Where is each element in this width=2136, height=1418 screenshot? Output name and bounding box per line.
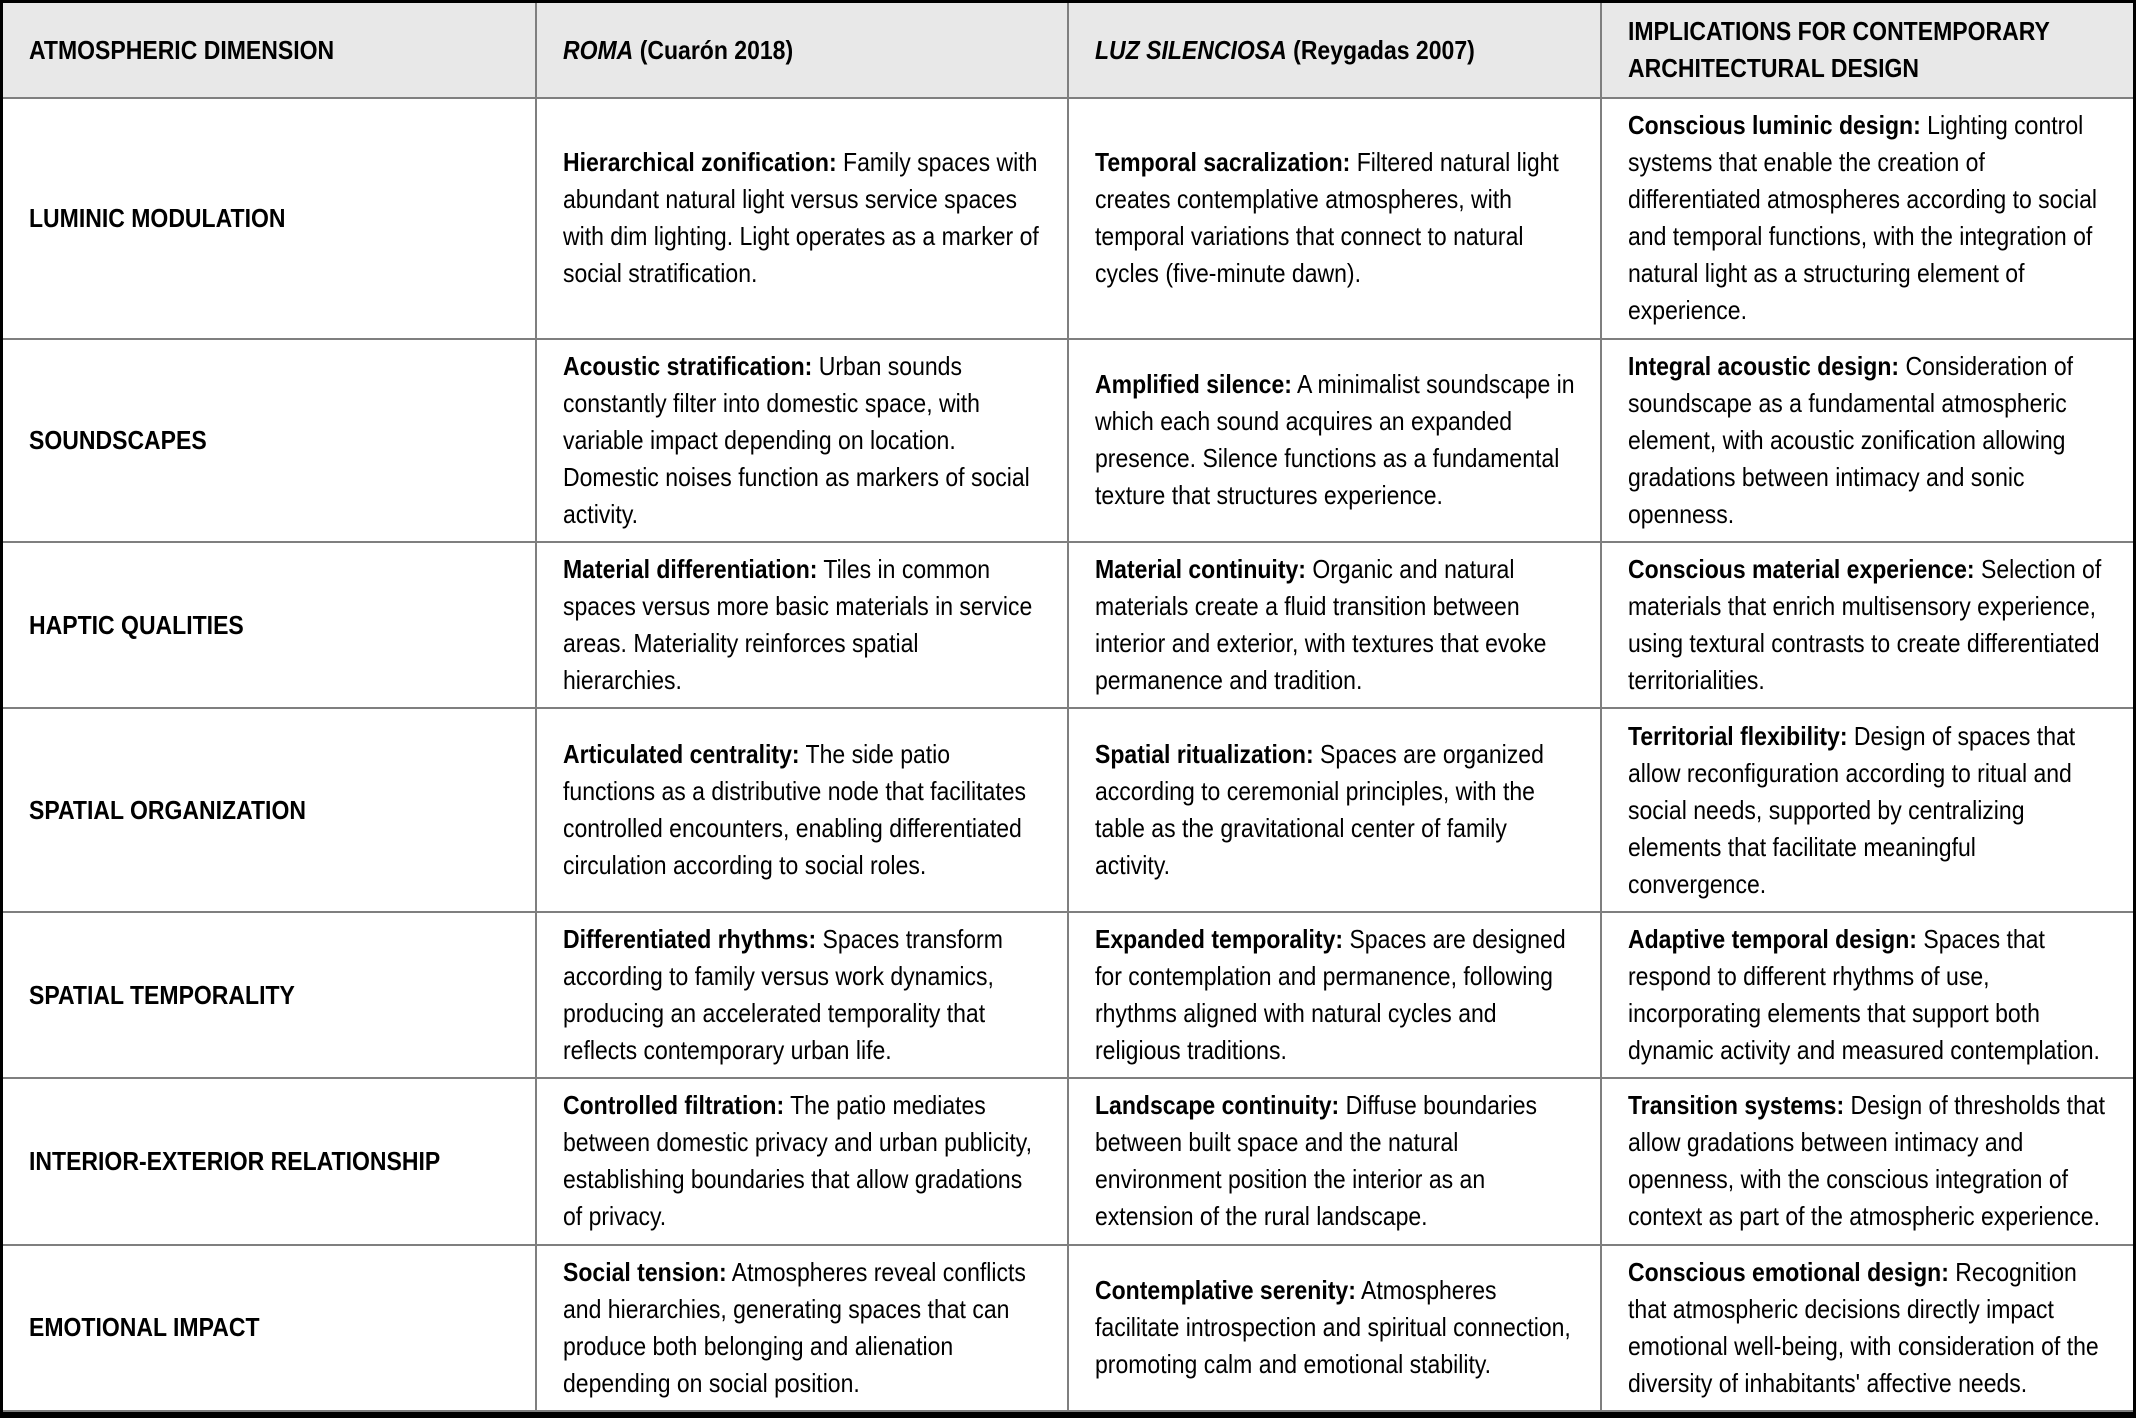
column-header-label: ATMOSPHERIC DIMENSION [29,34,335,65]
cell-text: Atmospheres facilitate introspection and spiritual connection, promoting calm and emotional stability. [1095,1275,1571,1380]
column-header-atmospheric-dimension [3,3,536,98]
cell-lead: Material continuity: [1095,554,1306,585]
dimension-label: SPATIAL TEMPORALITY [29,979,295,1010]
cell-text: Design of thresholds that allow gradations between intimacy and openness, with the conscious integration of context as part of the atmospheric experience. [1627,1090,2105,1232]
cell-text: The side patio functions as a distributive node that facilitates controlled encounters, enabling differentiated circulation according to social roles. [562,739,1026,881]
dimension-cell [3,339,536,542]
cell-lead: Acoustic stratification: [562,350,812,381]
column-header-roma [536,3,1069,98]
dimension-cell [3,542,536,708]
film-credit-roma: (Cuarón 2018) [639,34,793,65]
cell-lead: Conscious emotional design: [1627,1256,1949,1287]
cell-text: Spaces are designed for contemplation and permanence, following rhythms aligned with natural cycles and religious traditions. [1095,924,1566,1066]
luz-cell [1068,1245,1601,1411]
roma-cell [536,542,1069,708]
column-header-implications [1601,3,2134,98]
cell-lead: Territorial flexibility: [1627,720,1847,751]
cell-lead: Differentiated rhythms: [562,924,816,955]
roma-cell [536,912,1069,1078]
dimension-cell [3,1078,536,1244]
cell-lead: Spatial ritualization: [1095,739,1314,770]
cell-lead: Material differentiation: [562,554,817,585]
column-header-luz-silenciosa [1068,3,1601,98]
film-title-luz: LUZ SILENCIOSA [1095,34,1287,65]
film-credit-luz: (Reygadas 2007) [1293,34,1475,65]
roma-cell [536,1245,1069,1411]
luz-cell [1068,1078,1601,1244]
cell-text: Urban sounds constantly filter into domestic space, with variable impact depending on location. Domestic noises function as markers of social activity. [562,350,1030,529]
row-interior-exterior-relationship [3,1078,2133,1244]
cell-text: Tiles in common spaces versus more basic materials in service areas. Materiality reinforces spatial hierarchies. [562,554,1032,696]
row-luminic-modulation [3,98,2133,339]
cell-lead: Controlled filtration: [562,1090,784,1121]
cell-text: Consideration of soundscape as a fundamental atmospheric element, with acoustic zonification allowing gradations between intimacy and sonic openness. [1627,350,2073,529]
cell-lead: Integral acoustic design: [1627,350,1899,381]
column-header-label: IMPLICATIONS FOR CONTEMPORARY ARCHITECTURAL DESIGN [1627,16,2049,83]
cell-text: The patio mediates between domestic privacy and urban publicity, establishing boundaries that allow gradations of privacy. [562,1090,1032,1232]
cell-lead: Landscape continuity: [1095,1090,1340,1121]
cell-lead: Hierarchical zonification: [562,147,837,178]
dimension-label: INTERIOR-EXTERIOR RELATIONSHIP [29,1145,441,1176]
cell-text: Spaces that respond to different rhythms of use, incorporating elements that support both dynamic activity and measured contemplation. [1627,924,2100,1066]
roma-cell [536,1078,1069,1244]
implications-cell [1601,98,2134,339]
luz-cell [1068,708,1601,911]
cell-text: Spaces transform according to family versus work dynamics, producing an accelerated temporality that reflects contemporary urban life. [562,924,1003,1066]
dimension-label: HAPTIC QUALITIES [29,609,244,640]
dimension-cell [3,708,536,911]
row-haptic-qualities [3,542,2133,708]
header-row [3,3,2133,98]
cell-text: Organic and natural materials create a fluid transition between interior and exterior, with textures that evoke permanence and tradition. [1095,554,1547,696]
dimension-label: LUMINIC MODULATION [29,202,286,233]
atmospheric-comparison-table [3,3,2133,1412]
row-spatial-temporality [3,912,2133,1078]
row-spatial-organization [3,708,2133,911]
dimension-cell [3,912,536,1078]
cell-text: Lighting control systems that enable the creation of differentiated atmospheres according to social and temporal functions, with the integration of natural light as a structuring element of experience. [1627,110,2097,326]
dimension-cell [3,1245,536,1411]
cell-text: Design of spaces that allow reconfiguration according to ritual and social needs, supported by centralizing elements that facilitate meaningful convergence. [1627,720,2075,899]
dimension-cell [3,98,536,339]
cell-text: Spaces are organized according to ceremonial principles, with the table as the gravitational center of family activity. [1095,739,1544,881]
roma-cell [536,339,1069,542]
cell-text: A minimalist soundscape in which each sound acquires an expanded presence. Silence functions as a fundamental texture that structures experience. [1095,369,1575,511]
implications-cell [1601,1078,2134,1244]
cell-text: Filtered natural light creates contemplative atmospheres, with temporal variations that connect to natural cycles (five-minute dawn). [1095,147,1559,289]
cell-lead: Contemplative serenity: [1095,1275,1356,1306]
cell-lead: Expanded temporality: [1095,924,1344,955]
cell-lead: Social tension: [562,1256,727,1287]
cell-text: Atmospheres reveal conflicts and hierarchies, generating spaces that can produce both belonging and alienation depending on social position. [562,1256,1026,1398]
cell-text: Family spaces with abundant natural light versus service spaces with dim lighting. Light operates as a marker of social stratification. [562,147,1039,289]
dimension-label: EMOTIONAL IMPACT [29,1312,260,1343]
luz-cell [1068,98,1601,339]
implications-cell [1601,339,2134,542]
cell-lead: Adaptive temporal design: [1627,924,1917,955]
cell-text: Selection of materials that enrich multisensory experience, using textural contrasts to create differentiated territorialities. [1627,554,2101,696]
luz-cell [1068,339,1601,542]
implications-cell [1601,912,2134,1078]
cell-lead: Transition systems: [1627,1090,1844,1121]
roma-cell [536,708,1069,911]
luz-cell [1068,912,1601,1078]
implications-cell [1601,708,2134,911]
cell-lead: Amplified silence: [1095,369,1292,400]
cell-lead: Articulated centrality: [562,739,800,770]
luz-cell [1068,542,1601,708]
film-title-roma: ROMA [562,34,633,65]
implications-cell [1601,542,2134,708]
cell-lead: Conscious luminic design: [1627,110,1921,141]
implications-cell [1601,1245,2134,1411]
row-soundscapes [3,339,2133,542]
cell-text: Diffuse boundaries between built space and the natural environment position the interior as an extension of the rural landscape. [1095,1090,1538,1232]
row-emotional-impact [3,1245,2133,1411]
dimension-label: SPATIAL ORGANIZATION [29,794,306,825]
cell-text: Recognition that atmospheric decisions directly impact emotional well-being, with consideration of the diversity of inhabitants' affective needs. [1627,1256,2099,1398]
roma-cell [536,98,1069,339]
cell-lead: Temporal sacralization: [1095,147,1351,178]
cell-lead: Conscious material experience: [1627,554,1975,585]
dimension-label: SOUNDSCAPES [29,424,207,455]
